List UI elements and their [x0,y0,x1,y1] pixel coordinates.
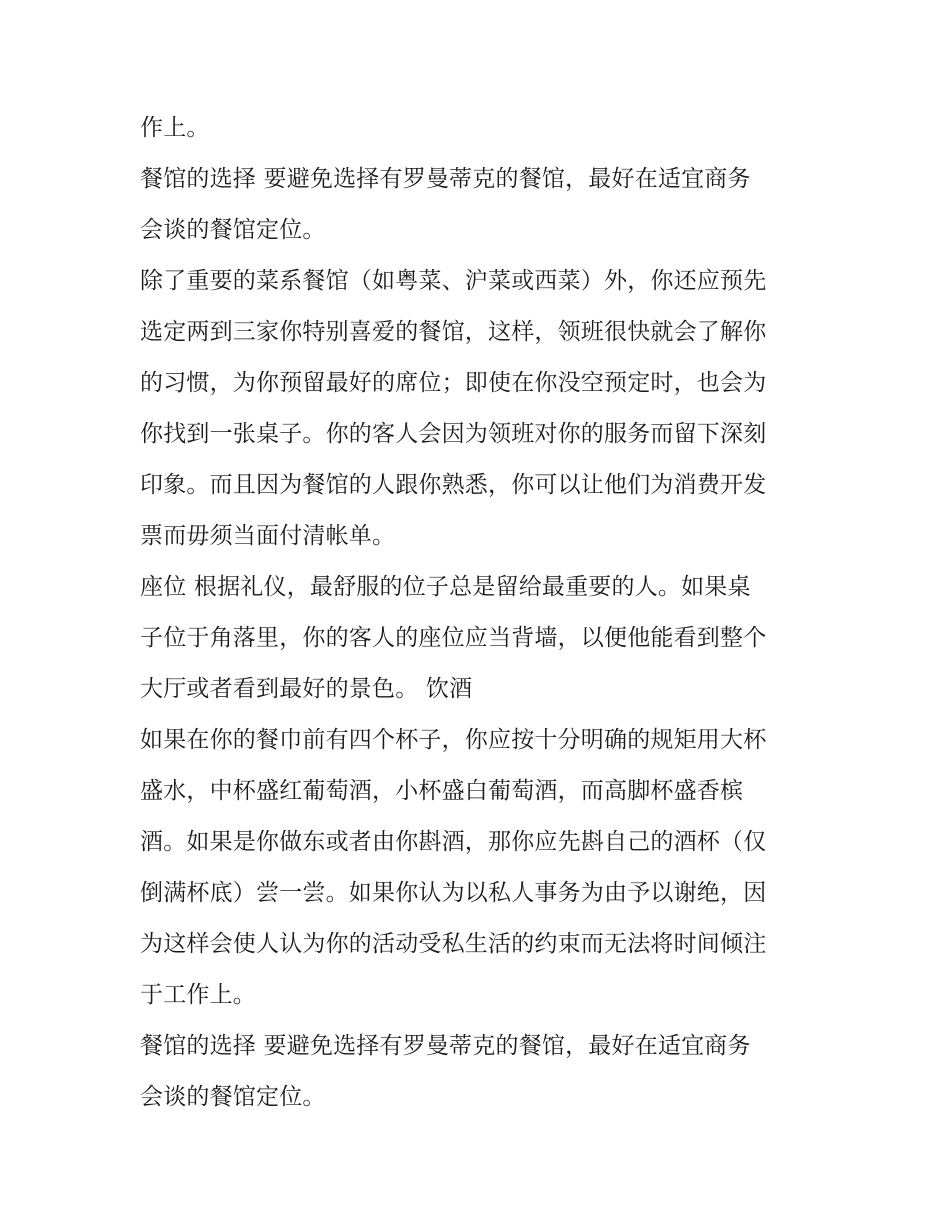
text-line-2: 餐馆的选择 要避免选择有罗曼蒂克的餐馆，最好在适宜商务 [140,166,751,192]
text-line-14: 盛水，中杯盛红葡萄酒，小杯盛白葡萄酒，而高脚杯盛香槟 [140,778,744,804]
text-line-13: 如果在你的餐巾前有四个杯子，你应按十分明确的规矩用大杯 [140,727,767,753]
text-line-9: 票而毋须当面付清帐单。 [140,523,396,549]
text-line-3: 会谈的餐馆定位。 [140,217,326,243]
text-line-7: 你找到一张桌子。你的客人会因为领班对你的服务而留下深刻 [140,421,767,447]
text-line-5: 选定两到三家你特别喜爱的餐馆，这样，领班很快就会了解你 [140,319,767,345]
text-line-4: 除了重要的菜系餐馆（如粤菜、沪菜或西菜）外，你还应预先 [140,268,767,294]
text-line-8: 印象。而且因为餐馆的人跟你熟悉，你可以让他们为消费开发 [140,472,767,498]
text-line-10: 座位 根据礼仪，最舒服的位子总是留给最重要的人。如果桌 [140,574,751,600]
text-line-20: 会谈的餐馆定位。 [140,1084,326,1110]
text-line-6: 的习惯，为你预留最好的席位；即使在你没空预定时，也会为 [140,370,767,396]
body-text [140,103,820,1123]
text-line-19: 餐馆的选择 要避免选择有罗曼蒂克的餐馆，最好在适宜商务 [140,1033,751,1059]
text-line-11: 子位于角落里，你的客人的座位应当背墙，以便他能看到整个 [140,625,767,651]
text-line-18: 于工作上。 [140,982,256,1008]
text-line-1: 作上。 [140,115,210,141]
text-line-17: 为这样会使人认为你的活动受私生活的约束而无法将时间倾注 [140,931,767,957]
text-line-12: 大厅或者看到最好的景色。 饮酒 [140,676,473,702]
text-line-15: 酒。如果是你做东或者由你斟酒，那你应先斟自己的酒杯（仅 [140,829,767,855]
text-line-16: 倒满杯底）尝一尝。如果你认为以私人事务为由予以谢绝，因 [140,880,767,906]
